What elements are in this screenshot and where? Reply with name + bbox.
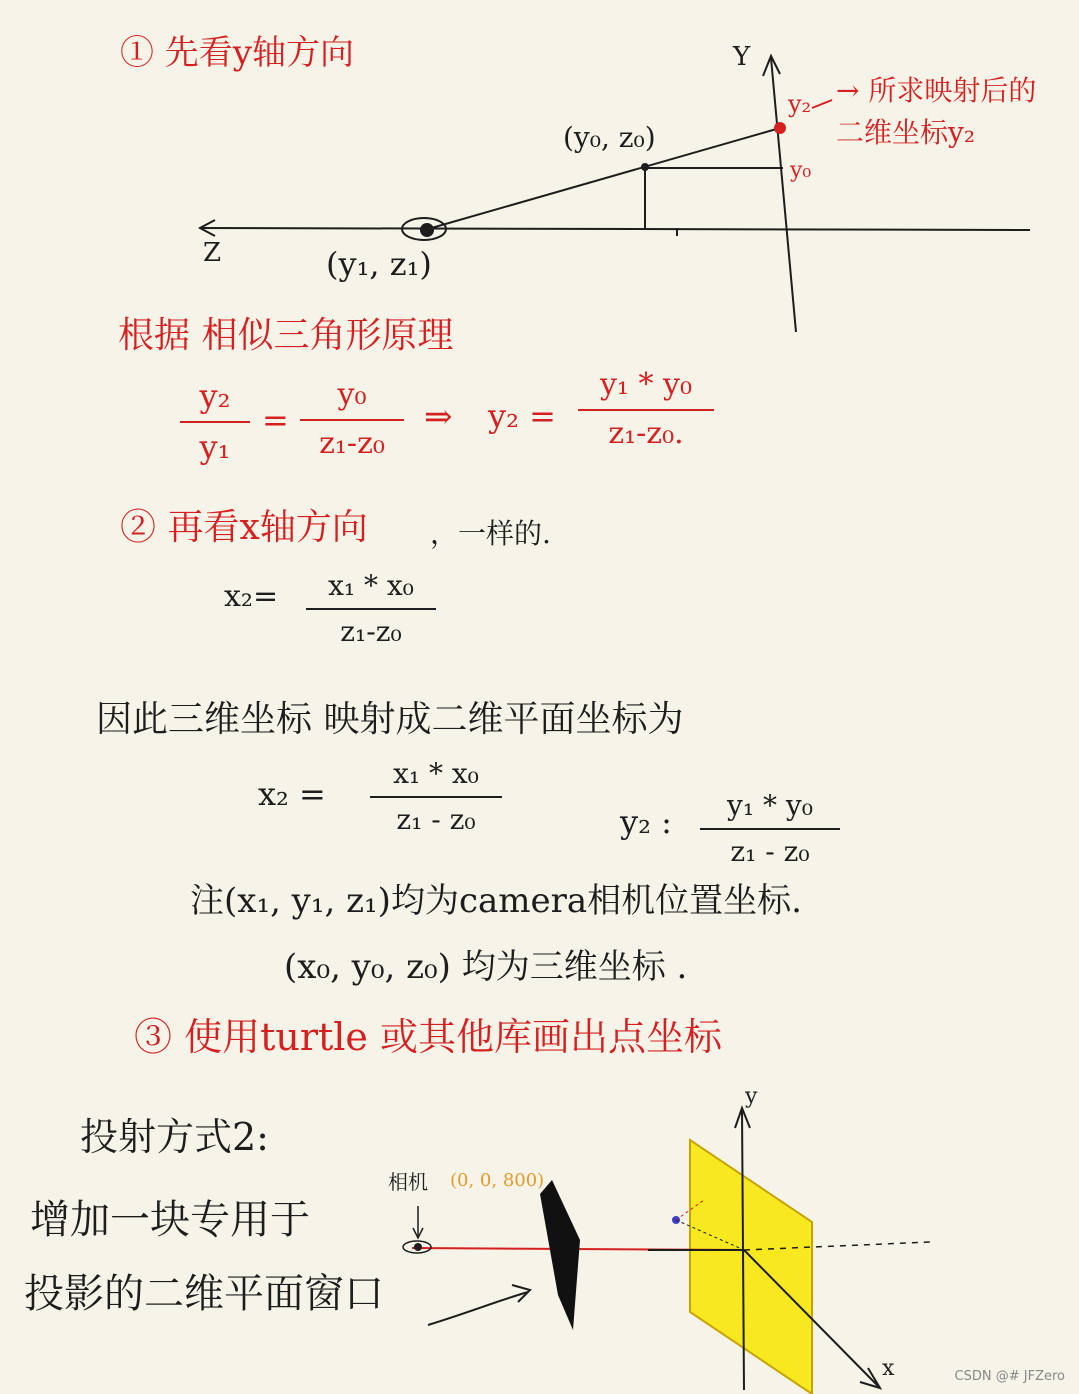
fraction-x2 bbox=[306, 570, 436, 648]
z-axis-line bbox=[200, 228, 1030, 230]
equals-sign: = bbox=[262, 401, 289, 439]
summary-fraction-y2 bbox=[700, 790, 840, 868]
annotation-result-y2: → 所求映射后的 二维坐标y₂ bbox=[836, 74, 1037, 149]
method2-x-axis-label: x bbox=[882, 1356, 895, 1381]
object-shape bbox=[540, 1180, 580, 1330]
fraction-bar bbox=[578, 409, 714, 411]
result-lhs: y₂ = bbox=[488, 397, 556, 435]
method2-title: 投射方式2: bbox=[80, 1115, 269, 1159]
fraction-result-y2 bbox=[578, 368, 714, 451]
fraction-numerator: y₁ * y₀ bbox=[727, 789, 813, 822]
section3-heading: ③ 使用turtle 或其他库画出点坐标 bbox=[134, 1015, 722, 1059]
fraction-denominator: z₁-z₀ bbox=[340, 615, 402, 649]
y-axis-label: Y bbox=[733, 42, 751, 72]
perspective-diagram-2 bbox=[403, 1108, 930, 1394]
watermark: CSDN @# JFZero bbox=[954, 1369, 1065, 1384]
annotation-arrow bbox=[812, 100, 832, 108]
fraction-bar bbox=[306, 608, 436, 610]
summary-x2-lhs: x₂ = bbox=[258, 775, 326, 813]
principle-text: 根据 相似三角形原理 bbox=[118, 315, 454, 356]
camera-eye-2 bbox=[403, 1241, 431, 1253]
section2-heading: ② 再看x轴方向 bbox=[120, 507, 368, 548]
note-line-1: 注(x₁, y₁, z₁)均为camera相机位置坐标. bbox=[190, 881, 802, 921]
method2-y-axis-label: y bbox=[745, 1084, 758, 1109]
label-y2: y₂ bbox=[788, 90, 812, 118]
point-y2 bbox=[774, 122, 786, 134]
section2-note: ，一样的. bbox=[430, 517, 551, 550]
fraction-numerator: y₁ * y₀ bbox=[599, 367, 693, 402]
fraction-denominator: y₁ bbox=[199, 427, 231, 466]
pointer-arrow bbox=[428, 1292, 528, 1325]
fraction-denominator: z₁-z₀. bbox=[608, 415, 684, 451]
fraction-bar bbox=[300, 419, 404, 421]
label-y0: y₀ bbox=[790, 158, 812, 183]
fraction-bar bbox=[370, 796, 502, 798]
fraction-numerator: x₁ * x₀ bbox=[328, 569, 414, 602]
z-axis-label: Z bbox=[203, 238, 222, 268]
fraction-y0-over-z bbox=[300, 378, 404, 461]
fraction-bar bbox=[180, 421, 250, 423]
fraction-y2-over-y1 bbox=[180, 378, 250, 466]
fraction-denominator: z₁-z₀ bbox=[319, 425, 385, 461]
summary-fraction-x2 bbox=[370, 758, 502, 836]
method2-desc-line2: 投影的二维平面窗口 bbox=[24, 1271, 384, 1317]
label-y1z1: (y₁, z₁) bbox=[326, 245, 432, 283]
fraction-numerator: x₁ * x₀ bbox=[393, 757, 479, 790]
summary-y2-lhs: y₂ : bbox=[620, 803, 672, 841]
fraction-numerator: y₂ bbox=[199, 377, 231, 415]
fraction-bar bbox=[700, 828, 840, 830]
fraction-denominator: z₁ - z₀ bbox=[730, 835, 810, 869]
method2-desc-line1: 增加一块专用于 bbox=[30, 1197, 310, 1243]
camera-coords: (0, 0, 800) bbox=[450, 1170, 545, 1191]
note-line-2: (x₀, y₀, z₀) 均为三维坐标 . bbox=[284, 947, 688, 987]
fraction-numerator: y₀ bbox=[337, 377, 367, 412]
section1-heading: ① 先看y轴方向 bbox=[120, 33, 355, 73]
point-y0z0 bbox=[641, 163, 649, 171]
x2-lhs: x₂= bbox=[224, 579, 279, 614]
implies-arrow: ⇒ bbox=[424, 397, 453, 437]
label-y0z0: (y₀, z₀) bbox=[563, 121, 656, 154]
summary-text: 因此三维坐标 映射成二维平面坐标为 bbox=[96, 699, 684, 740]
fraction-denominator: z₁ - z₀ bbox=[396, 803, 476, 837]
projection-window bbox=[690, 1140, 812, 1394]
camera-label: 相机 bbox=[388, 1170, 428, 1194]
